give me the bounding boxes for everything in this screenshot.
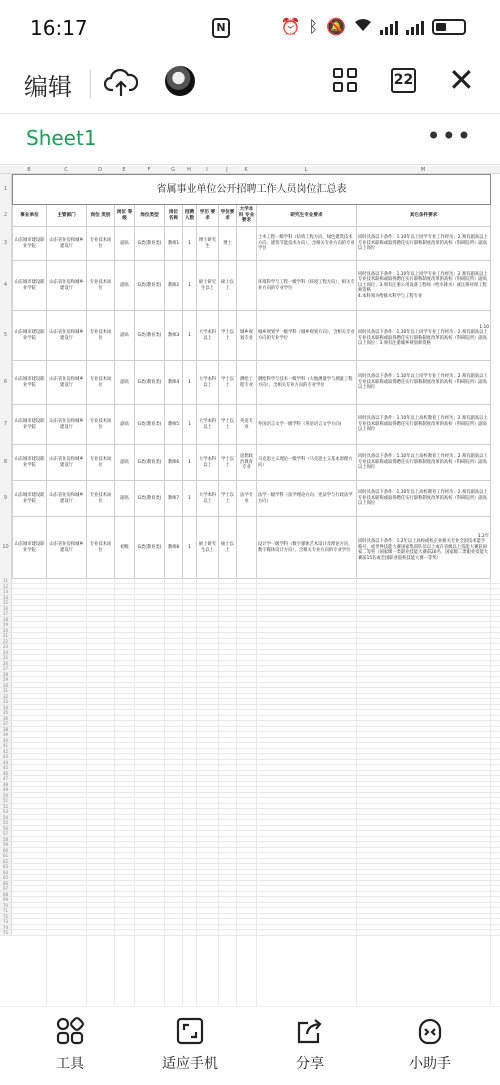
app-toolbar bbox=[0, 56, 500, 112]
header-cell[interactable]: 岗位 等级 bbox=[115, 205, 135, 227]
table-cell[interactable]: 1 bbox=[183, 481, 197, 517]
status-bar bbox=[0, 0, 500, 56]
table-cell[interactable]: 大学本科以上 bbox=[197, 311, 219, 361]
table-cell[interactable]: 硕士研究生以上 bbox=[197, 517, 219, 579]
table-cell[interactable]: 副高 bbox=[115, 481, 135, 517]
table-cell[interactable]: 山东省住房和城乡建设厅 bbox=[47, 311, 87, 361]
header-cell[interactable]: 岗位类型 bbox=[135, 205, 165, 227]
table-cell[interactable]: 教师3 bbox=[165, 311, 183, 361]
table-cell[interactable]: 博士 bbox=[219, 227, 237, 261]
table-cell[interactable]: 测绘科学与技术一级学科（大地测量学与测量工程方向），含相关专业方向的专业学位 bbox=[257, 361, 357, 405]
header-cell[interactable]: 事业单位 bbox=[13, 205, 47, 227]
table-cell[interactable]: 同时具备以下条件：1.10年以上高校教育工作经历；2.须有副高以上专业技术职称或取得聘任实行职称制度改革的高校（科研院所）副高以上岗位 bbox=[357, 445, 491, 481]
table-cell[interactable]: 山东城市建设职业学院 bbox=[13, 481, 47, 517]
table-cell[interactable]: 测绘工程专业 bbox=[237, 361, 257, 405]
table-cell[interactable]: 设计学一级学科（数字媒体艺术设计及理论方向、数字媒体设计方向），含相关专业方向的专业学位 bbox=[257, 517, 357, 579]
assistant-button[interactable] bbox=[380, 1015, 480, 1073]
table-cell[interactable]: G类(教育类) bbox=[135, 227, 165, 261]
header-cell[interactable]: 大学本科 专业要求 bbox=[237, 205, 257, 227]
header-cell[interactable]: 学位要 求 bbox=[219, 205, 237, 227]
table-cell[interactable]: 教师8 bbox=[165, 517, 183, 579]
table-cell[interactable]: 教师2 bbox=[165, 261, 183, 311]
table-cell[interactable]: 法学一级学科（法学理论方向、宪法学与行政法学方向） bbox=[257, 481, 357, 517]
table-cell[interactable]: 同时具备以下条件：1.10年以上同学专业工作经历；2.须有副高以上专业技术职称或取得聘任实行职称制度改革的高校（科研院所）副高以上岗位 bbox=[357, 361, 491, 405]
tab-count-button[interactable]: 22 bbox=[391, 68, 416, 93]
share-button[interactable] bbox=[260, 1015, 360, 1073]
table-cell[interactable]: 山东城市建设职业学院 bbox=[13, 405, 47, 445]
table-cell[interactable] bbox=[237, 261, 257, 311]
table-cell[interactable]: 教师7 bbox=[165, 481, 183, 517]
edit-button[interactable]: 编辑 bbox=[24, 73, 72, 101]
table-cell[interactable]: 1.10 同时具备以下条件：1.10年以上同学专业工作经历；2.须有副高以上专业技术职称或取得聘任实行职称制度改革的高校（科研院所）副高以上岗位；3.须有注册城乡规划师资格 bbox=[357, 311, 491, 361]
table-cell[interactable]: 土木工程一级学科（结构工程方向、绿色建筑技术方向、建筑节能技术方向），含相关专业方向的专业学位 bbox=[257, 227, 357, 261]
sheet-tab-bar bbox=[0, 113, 500, 165]
table-cell[interactable]: 同时具备以下条件：1.10年以上高校教育工作经历；2.须有副高以上专业技术职称或取得聘任实行职称制度改革的高校（科研院所）副高以上岗位 bbox=[357, 481, 491, 517]
tools-label: 工具 bbox=[56, 1056, 84, 1072]
row-number[interactable]: 10 bbox=[0, 516, 12, 578]
table-cell[interactable]: 专业技术岗位 bbox=[87, 227, 115, 261]
table-cell[interactable]: 山东城市建设职业学院 bbox=[13, 227, 47, 261]
table-cell[interactable]: 大学本科以上 bbox=[197, 361, 219, 405]
table-cell[interactable]: 山东城市建设职业学院 bbox=[13, 517, 47, 579]
status-icons bbox=[281, 17, 466, 36]
table-cell[interactable]: 马克思主义理论一级学科（马克思主义基本原理方向） bbox=[257, 445, 357, 481]
table-row bbox=[13, 405, 491, 445]
table-cell[interactable]: 山东省住房和城乡建设厅 bbox=[47, 481, 87, 517]
column-header[interactable]: D bbox=[98, 167, 102, 173]
empty-rows[interactable]: 11 12 13 14 15 16 17 18 19 20 21 22 23 24 25 26 27 28 29 30 31 32 33 34 35 36 37 38 39 40 41 42 43 44 45 46 47 48 49 50 51 52 53 54 55 56 57 58 59 60 61 62 63 64 65 66 67 68 69 70 71 72 73 74 75 bbox=[0, 578, 500, 936]
table-cell[interactable]: 学士以上 bbox=[219, 361, 237, 405]
signal-icon bbox=[380, 19, 398, 35]
table-cell[interactable]: 副高 bbox=[115, 311, 135, 361]
table-cell[interactable]: 硕士研究生以上 bbox=[197, 261, 219, 311]
bottom-toolbar bbox=[0, 1006, 500, 1085]
table-cell[interactable]: 山东省住房和城乡建设厅 bbox=[47, 405, 87, 445]
table-cell[interactable]: 1 bbox=[183, 361, 197, 405]
table-row bbox=[13, 517, 491, 579]
table-cell[interactable]: 外国语言文学一级学科（英语语言文学方向) bbox=[257, 405, 357, 445]
table-cell[interactable] bbox=[237, 517, 257, 579]
row-number[interactable]: 2 bbox=[0, 204, 12, 226]
table-cell[interactable]: 教师1 bbox=[165, 227, 183, 261]
column-header[interactable]: K bbox=[244, 167, 248, 173]
table-cell[interactable]: G类(教育类) bbox=[135, 311, 165, 361]
table-cell[interactable]: 学士以上 bbox=[219, 481, 237, 517]
table-cell[interactable]: 法学专业 bbox=[237, 481, 257, 517]
table-cell[interactable]: G类(教育类) bbox=[135, 481, 165, 517]
table-cell[interactable]: 学士以上 bbox=[219, 445, 237, 481]
close-icon[interactable]: ✕ bbox=[448, 61, 475, 99]
table-cell[interactable]: 环境科学与工程一级学科（环境工程方向），相关专业方向的专业学位 bbox=[257, 261, 357, 311]
table-cell[interactable]: 1 bbox=[183, 311, 197, 361]
header-cell[interactable]: 招聘 人数 bbox=[183, 205, 197, 227]
table-cell[interactable]: G类(教育类) bbox=[135, 517, 165, 579]
spreadsheet-grid[interactable] bbox=[0, 166, 500, 1006]
column-header-row bbox=[0, 166, 500, 174]
table-cell[interactable]: 英语专业 bbox=[237, 405, 257, 445]
cell-mark: 1.10 bbox=[479, 324, 489, 330]
column-header[interactable]: C bbox=[64, 167, 68, 173]
tab-sheet1[interactable]: Sheet1 bbox=[26, 126, 97, 150]
table-cell[interactable]: 副高 bbox=[115, 405, 135, 445]
header-cell[interactable]: 其它条件要求 bbox=[357, 205, 491, 227]
grid-view-icon[interactable] bbox=[333, 68, 357, 92]
column-header[interactable]: G bbox=[171, 167, 175, 173]
header-cell[interactable]: 研究生专业要求 bbox=[257, 205, 357, 227]
table-cell[interactable]: 山东城市建设职业学院 bbox=[13, 311, 47, 361]
table-cell[interactable]: 教师6 bbox=[165, 445, 183, 481]
row-number[interactable]: 4 bbox=[0, 260, 12, 310]
sheet-title-cell[interactable]: 省属事业单位公开招聘工作人员岗位汇总表 bbox=[13, 175, 491, 205]
cell-mark: 1.2年 bbox=[477, 533, 489, 539]
table-cell[interactable]: 博士研究生 bbox=[197, 227, 219, 261]
wifi-icon bbox=[354, 17, 372, 36]
tools-button[interactable] bbox=[20, 1015, 120, 1073]
share-label: 分享 bbox=[296, 1056, 324, 1072]
column-header[interactable]: H bbox=[187, 167, 191, 173]
table-cell[interactable]: 山东城市建设职业学院 bbox=[13, 261, 47, 311]
table-cell[interactable]: 大学本科以上 bbox=[197, 445, 219, 481]
header-cell[interactable]: 岗位 类别 bbox=[87, 205, 115, 227]
row-number[interactable]: 6 bbox=[0, 360, 12, 404]
row-number[interactable]: 7 bbox=[0, 404, 12, 444]
table-cell[interactable]: 教师4 bbox=[165, 361, 183, 405]
table-cell[interactable]: 1 bbox=[183, 445, 197, 481]
table-row bbox=[13, 481, 491, 517]
table-cell[interactable]: 硕士以上 bbox=[219, 517, 237, 579]
header-cell[interactable]: 岗位 名称 bbox=[165, 205, 183, 227]
table-cell[interactable]: 山东省住房和城乡建设厅 bbox=[47, 361, 87, 405]
table-cell[interactable]: G类(教育类) bbox=[135, 361, 165, 405]
fit-phone-label: 适应手机 bbox=[162, 1056, 218, 1072]
table-cell[interactable]: 山东省住房和城乡建设厅 bbox=[47, 227, 87, 261]
alarm-icon: ⏰ bbox=[280, 17, 301, 36]
table-cell[interactable]: 城乡规划学一级学科（城乡规划方向），含相关专业方向的专业学位 bbox=[257, 311, 357, 361]
cloud-upload-icon[interactable] bbox=[104, 66, 138, 98]
column-header[interactable]: J bbox=[226, 167, 228, 173]
table-cell[interactable]: 专业技术岗位 bbox=[87, 405, 115, 445]
table-cell[interactable]: 学士以上 bbox=[219, 405, 237, 445]
table-cell[interactable]: 硕士以上 bbox=[219, 261, 237, 311]
table-cell[interactable]: 1 bbox=[183, 261, 197, 311]
table-cell[interactable]: 1 bbox=[183, 517, 197, 579]
table-cell[interactable]: 山东省住房和城乡建设厅 bbox=[47, 261, 87, 311]
header-cell[interactable]: 学历 要求 bbox=[197, 205, 219, 227]
table-row bbox=[13, 445, 491, 481]
header-cell[interactable]: 主管部门 bbox=[47, 205, 87, 227]
table-cell[interactable]: 副高 bbox=[115, 361, 135, 405]
row-number[interactable]: 9 bbox=[0, 480, 12, 516]
data-table bbox=[12, 174, 491, 579]
table-cell[interactable]: 山东省住房和城乡建设厅 bbox=[47, 445, 87, 481]
table-cell[interactable]: 副高 bbox=[115, 261, 135, 311]
table-cell[interactable]: 1.2年 同时具备以下条件：1.2年以上高校或校企业相关专业全国技术能手称号，或世界技能大赛国家集训队员以上或在省级以上技能大赛获国家二等奖（国家级一类职业技能大赛前20名、国家级二类职业技能大赛前15名或全国职业院校技能大赛一等奖） bbox=[357, 517, 491, 579]
table-cell[interactable]: 山东城市建设职业学院 bbox=[13, 445, 47, 481]
table-cell[interactable]: 同时具备以下条件：1.10年以上同学专业工作经历；2.须有副高以上专业技术职称或取得聘任实行职称制度改革的高校（科研院所）副高以上岗位；3.须有注册公用设备工程师（给水排水）或注册环保工程师资格 4.本科须为给排水科学与工程专业 bbox=[357, 261, 491, 311]
fit-screen-icon bbox=[140, 1015, 240, 1047]
column-header[interactable]: L bbox=[304, 167, 308, 173]
signal-icon-2 bbox=[406, 19, 424, 35]
table-cell[interactable]: 1 bbox=[183, 405, 197, 445]
toolbar-divider bbox=[90, 70, 91, 98]
bluetooth-icon: ᛒ bbox=[308, 17, 319, 36]
table-cell[interactable]: 大学本科以上 bbox=[197, 481, 219, 517]
table-cell[interactable]: 山东城市建设职业学院 bbox=[13, 361, 47, 405]
column-header[interactable]: M bbox=[420, 167, 426, 173]
table-cell[interactable]: 1 bbox=[183, 227, 197, 261]
table-row bbox=[13, 227, 491, 261]
table-cell[interactable]: 山东省住房和城乡建设厅 bbox=[47, 517, 87, 579]
avatar[interactable] bbox=[165, 66, 195, 96]
table-row bbox=[13, 361, 491, 405]
assistant-icon bbox=[380, 1015, 480, 1047]
nfc-icon: N bbox=[212, 18, 230, 38]
row-number[interactable]: 5 bbox=[0, 310, 12, 360]
table-cell[interactable]: 专业技术岗位 bbox=[87, 261, 115, 311]
table-cell[interactable]: 同时具备以下条件：1.10年以上同学专业工作经历；2.须有副高以上专业技术职称或取得聘任实行职称制度改革的高校（科研院所）副高以上岗位 bbox=[357, 227, 491, 261]
table-cell[interactable]: 大学本科以上 bbox=[197, 405, 219, 445]
table-cell[interactable]: 教师5 bbox=[165, 405, 183, 445]
table-header-row bbox=[13, 205, 491, 227]
table-cell[interactable]: G类(教育类) bbox=[135, 405, 165, 445]
table-cell[interactable]: 同时具备以下条件：1.10年以上高校教育工作经历；2.须有副高以上专业技术职称或取得聘任实行职称制度改革的高校（科研院所）副高以上岗位 bbox=[357, 405, 491, 445]
table-cell[interactable]: 专业技术岗位 bbox=[87, 361, 115, 405]
table-cell[interactable]: 初级 bbox=[115, 517, 135, 579]
table-cell[interactable]: 专业技术岗位 bbox=[87, 311, 115, 361]
table-cell[interactable]: G类(教育类) bbox=[135, 261, 165, 311]
assistant-label: 小助手 bbox=[409, 1056, 451, 1072]
column-header[interactable]: E bbox=[122, 167, 126, 173]
table-cell[interactable]: 城乡规划专业 bbox=[237, 311, 257, 361]
table-cell[interactable]: 思想政治教育专业 bbox=[237, 445, 257, 481]
table-cell[interactable]: 副高 bbox=[115, 445, 135, 481]
table-row bbox=[13, 261, 491, 311]
row-number[interactable]: 3 bbox=[0, 226, 12, 260]
table-cell[interactable] bbox=[237, 227, 257, 261]
more-icon[interactable]: ••• bbox=[426, 122, 472, 150]
row-number[interactable]: 8 bbox=[0, 444, 12, 480]
battery-icon bbox=[432, 19, 466, 35]
share-icon bbox=[260, 1015, 360, 1047]
mute-bell-icon: 🔕 bbox=[326, 17, 346, 36]
table-cell[interactable]: 学士以上 bbox=[219, 311, 237, 361]
table-row bbox=[13, 311, 491, 361]
table-cell[interactable]: G类(教育类) bbox=[135, 445, 165, 481]
tools-icon bbox=[20, 1015, 120, 1047]
column-header[interactable]: B bbox=[27, 167, 31, 173]
column-header[interactable]: F bbox=[147, 167, 151, 173]
column-header[interactable]: I bbox=[206, 167, 208, 173]
table-cell[interactable]: 副高 bbox=[115, 227, 135, 261]
fit-phone-button[interactable] bbox=[140, 1015, 240, 1073]
row-number[interactable]: 1 bbox=[0, 174, 12, 204]
clock: 16:17 bbox=[30, 16, 88, 40]
table-cell[interactable]: 专业技术岗位 bbox=[87, 481, 115, 517]
cell-extra-text: 4.本科须为给排水科学与工程专业 bbox=[358, 293, 423, 299]
table-cell[interactable]: 专业技术岗位 bbox=[87, 445, 115, 481]
table-cell[interactable]: 专业技术岗位 bbox=[87, 517, 115, 579]
